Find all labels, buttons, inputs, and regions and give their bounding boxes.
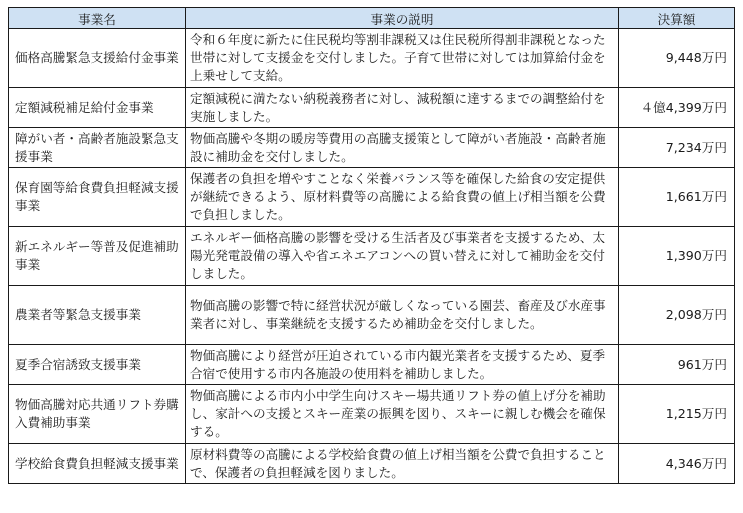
table-row	[9, 385, 735, 444]
project-name: 夏季合宿誘致支援事業	[9, 345, 186, 385]
table-row	[9, 286, 735, 345]
table-row	[9, 29, 735, 88]
table-row	[9, 227, 735, 286]
project-amount: 1,390万円	[619, 227, 735, 286]
project-description: 物価高騰や冬期の暖房等費用の高騰支援策として障がい者施設・高齢者施設に補助金を交付しました。	[186, 128, 619, 168]
table-row	[9, 168, 735, 227]
project-description: 原材料費等の高騰による学校給食費の値上げ相当額を公費で負担することで、保護者の負担軽減を図りました。	[186, 444, 619, 484]
project-description: 保護者の負担を増やすことなく栄養バランス等を確保した給食の安定提供が継続できるよう、原材料費等の高騰による給食費の値上げ相当額を公費で負担しました。	[186, 168, 619, 227]
project-description: 物価高騰により経営が圧迫されている市内観光業者を支援するため、夏季合宿で使用する市内各施設の使用料を補助しました。	[186, 345, 619, 385]
project-amount: 2,098万円	[619, 286, 735, 345]
project-description: 定額減税に満たない納税義務者に対し、減税額に達するまでの調整給付を実施しました。	[186, 88, 619, 128]
table-row	[9, 444, 735, 484]
table-row	[9, 88, 735, 128]
project-name: 農業者等緊急支援事業	[9, 286, 186, 345]
project-budget-table	[8, 7, 735, 484]
project-description: 物価高騰の影響で特に経営状況が厳しくなっている園芸、畜産及び水産事業者に対し、事業継続を支援するため補助金を交付しました。	[186, 286, 619, 345]
table-header-row	[9, 8, 735, 29]
project-amount: ４億4,399万円	[619, 88, 735, 128]
project-name: 価格高騰緊急支援給付金事業	[9, 29, 186, 88]
header-amount: 決算額	[619, 8, 735, 29]
table-row	[9, 345, 735, 385]
project-amount: 4,346万円	[619, 444, 735, 484]
project-amount: 1,661万円	[619, 168, 735, 227]
project-description: 令和６年度に新たに住民税均等割非課税又は住民税所得割非課税となった世帯に対して支援金を交付しました。子育て世帯に対しては加算給付金を上乗せして支給。	[186, 29, 619, 88]
header-project-name: 事業名	[9, 8, 186, 29]
project-amount: 1,215万円	[619, 385, 735, 444]
table-row	[9, 128, 735, 168]
project-name: 障がい者・高齢者施設緊急支援事業	[9, 128, 186, 168]
project-description: エネルギー価格高騰の影響を受ける生活者及び事業者を支援するため、太陽光発電設備の導入や省エネエアコンへの買い替えに対して補助金を交付しました。	[186, 227, 619, 286]
project-name: 学校給食費負担軽減支援事業	[9, 444, 186, 484]
project-amount: 961万円	[619, 345, 735, 385]
project-description: 物価高騰による市内小中学生向けスキー場共通リフト券の値上げ分を補助し、家計への支援とスキー産業の振興を図り、スキーに親しむ機会を確保する。	[186, 385, 619, 444]
project-name: 物価高騰対応共通リフト券購入費補助事業	[9, 385, 186, 444]
project-name: 新エネルギー等普及促進補助事業	[9, 227, 186, 286]
project-amount: 9,448万円	[619, 29, 735, 88]
project-amount: 7,234万円	[619, 128, 735, 168]
project-name: 定額減税補足給付金事業	[9, 88, 186, 128]
header-description: 事業の説明	[186, 8, 619, 29]
project-name: 保育園等給食費負担軽減支援事業	[9, 168, 186, 227]
project-table-container	[8, 7, 735, 484]
